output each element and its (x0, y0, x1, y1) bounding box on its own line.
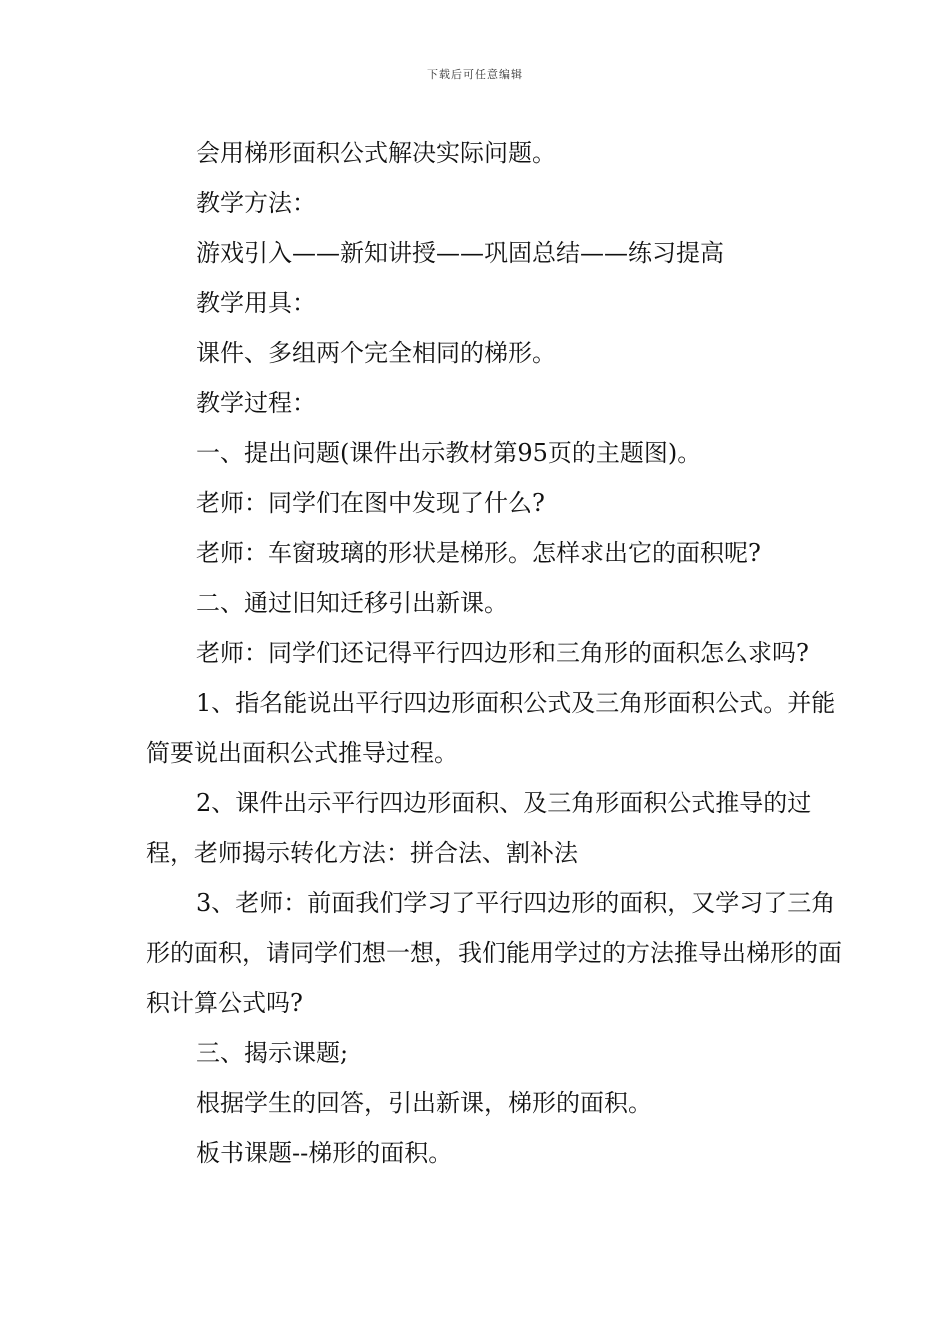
paragraph: 三、揭示课题; (196, 1039, 349, 1067)
document-body (146, 128, 846, 1178)
paragraph: 老师：同学们还记得平行四边形和三角形的面积怎么求吗? (196, 639, 809, 667)
paragraph: 二、通过旧知迁移引出新课。 (196, 589, 508, 617)
paragraph: 老师：车窗玻璃的形状是梯形。怎样求出它的面积呢? (196, 539, 761, 567)
section-heading: 教学方法： (196, 189, 316, 217)
paragraph: 会用梯形面积公式解决实际问题。 (196, 139, 556, 167)
paragraph: 根据学生的回答，引出新课，梯形的面积。 (196, 1089, 652, 1117)
paragraph: 游戏引入——新知讲授——巩固总结——练习提高 (196, 239, 724, 267)
paragraph: 3、老师：前面我们学习了平行四边形的面积，又学习了三角形的面积，请同学们想一想，我们能用学过的方法推导出梯形的面积计算公式吗? (146, 889, 842, 1017)
paragraph: 老师：同学们在图中发现了什么? (196, 489, 545, 517)
page-header-note: 下载后可任意编辑 (427, 68, 523, 81)
paragraph: 2、课件出示平行四边形面积、及三角形面积公式推导的过程，老师揭示转化方法：拼合法、割补法 (146, 789, 812, 867)
paragraph: 一、提出问题(课件出示教材第95页的主题图)。 (196, 439, 702, 467)
paragraph: 课件、多组两个完全相同的梯形。 (196, 339, 556, 367)
section-heading: 教学用具： (196, 289, 316, 317)
paragraph: 1、指名能说出平行四边形面积公式及三角形面积公式。并能简要说出面积公式推导过程。 (146, 689, 836, 767)
paragraph: 板书课题--梯形的面积。 (196, 1139, 453, 1167)
section-heading: 教学过程： (196, 389, 316, 417)
